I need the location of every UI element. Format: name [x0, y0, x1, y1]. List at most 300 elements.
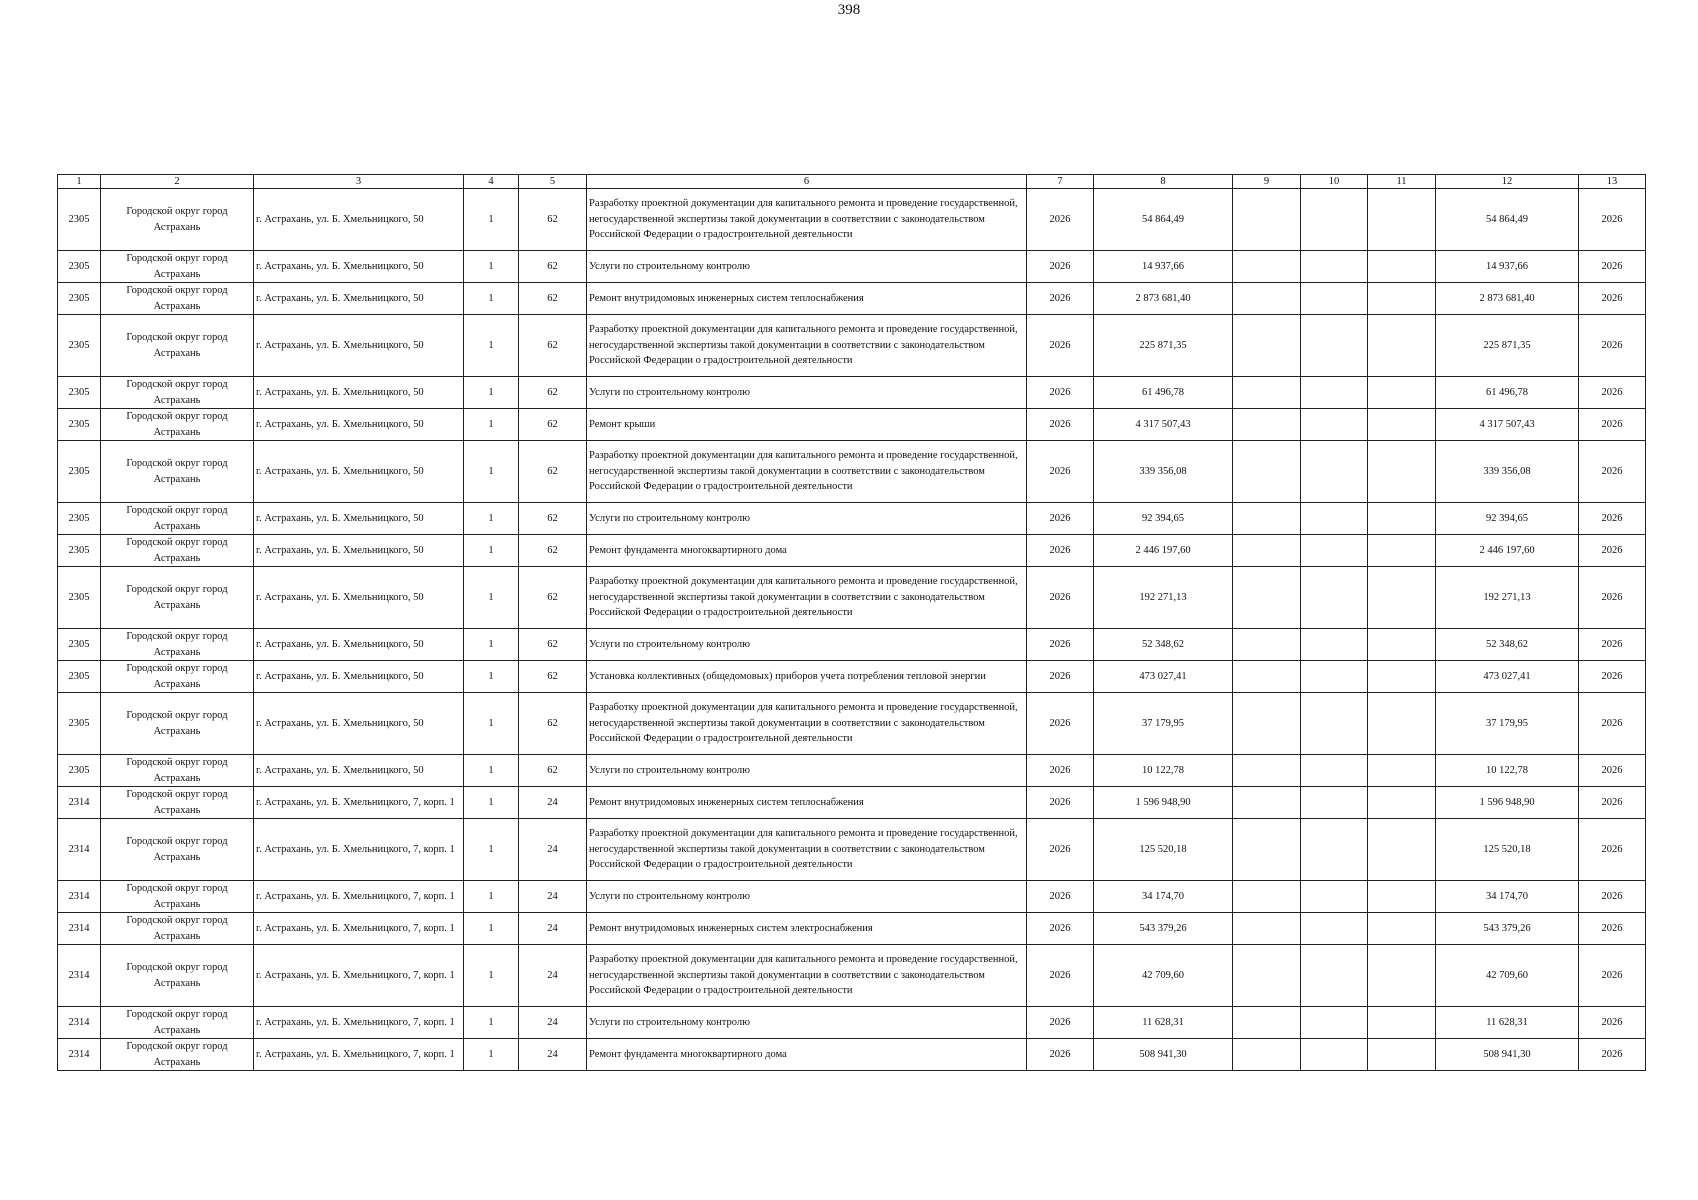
cell-col11: [1368, 881, 1436, 913]
cell-col4: 1: [464, 629, 519, 661]
cell-col4: 1: [464, 503, 519, 535]
table-row: [58, 1039, 1646, 1071]
table-row: [58, 945, 1646, 1007]
cell-total-cost: 473 027,41: [1094, 661, 1233, 693]
cell-col13-year: 2026: [1579, 441, 1646, 503]
column-header: 10: [1301, 175, 1368, 189]
cell-col12-cost: 473 027,41: [1436, 661, 1579, 693]
table-row: [58, 315, 1646, 377]
cell-col9: [1233, 755, 1301, 787]
page-number: 398: [837, 2, 861, 18]
cell-col11: [1368, 913, 1436, 945]
cell-object-id: 2305: [58, 661, 101, 693]
cell-total-cost: 1 596 948,90: [1094, 787, 1233, 819]
cell-col11: [1368, 1039, 1436, 1071]
cell-col12-cost: 225 871,35: [1436, 315, 1579, 377]
cell-col11: [1368, 283, 1436, 315]
cell-total-cost: 2 873 681,40: [1094, 283, 1233, 315]
cell-col11: [1368, 189, 1436, 251]
cell-col11: [1368, 377, 1436, 409]
cell-col4: 1: [464, 315, 519, 377]
cell-col13-year: 2026: [1579, 1039, 1646, 1071]
table-row: [58, 629, 1646, 661]
cell-col11: [1368, 787, 1436, 819]
cell-object-id: 2314: [58, 819, 101, 881]
cell-col4: 1: [464, 377, 519, 409]
capital-repair-table: [57, 174, 1646, 1071]
cell-total-cost: 10 122,78: [1094, 755, 1233, 787]
cell-col12-cost: 61 496,78: [1436, 377, 1579, 409]
table-row: [58, 251, 1646, 283]
cell-object-id: 2305: [58, 377, 101, 409]
cell-col9: [1233, 503, 1301, 535]
cell-municipality: Городской округ город Астрахань: [101, 913, 254, 945]
cell-address: г. Астрахань, ул. Б. Хмельницкого, 50: [254, 567, 464, 629]
cell-col5: 62: [519, 503, 587, 535]
cell-col5: 62: [519, 661, 587, 693]
cell-municipality: Городской округ город Астрахань: [101, 787, 254, 819]
cell-col9: [1233, 881, 1301, 913]
cell-total-cost: 225 871,35: [1094, 315, 1233, 377]
table-row: [58, 787, 1646, 819]
cell-address: г. Астрахань, ул. Б. Хмельницкого, 50: [254, 251, 464, 283]
cell-municipality: Городской округ город Астрахань: [101, 1039, 254, 1071]
cell-col9: [1233, 283, 1301, 315]
cell-col11: [1368, 1007, 1436, 1039]
cell-col10: [1301, 503, 1368, 535]
cell-col5: 62: [519, 629, 587, 661]
table-row: [58, 661, 1646, 693]
cell-col5: 24: [519, 819, 587, 881]
cell-address: г. Астрахань, ул. Б. Хмельницкого, 50: [254, 283, 464, 315]
cell-col10: [1301, 189, 1368, 251]
cell-address: г. Астрахань, ул. Б. Хмельницкого, 50: [254, 535, 464, 567]
cell-year: 2026: [1027, 503, 1094, 535]
cell-work-type: Услуги по строительному контролю: [587, 881, 1027, 913]
cell-col13-year: 2026: [1579, 693, 1646, 755]
cell-municipality: Городской округ город Астрахань: [101, 755, 254, 787]
cell-col10: [1301, 441, 1368, 503]
cell-col12-cost: 42 709,60: [1436, 945, 1579, 1007]
cell-object-id: 2305: [58, 503, 101, 535]
cell-col13-year: 2026: [1579, 629, 1646, 661]
cell-work-type: Услуги по строительному контролю: [587, 503, 1027, 535]
column-header: 4: [464, 175, 519, 189]
cell-col4: 1: [464, 1007, 519, 1039]
cell-col5: 62: [519, 535, 587, 567]
table-row: [58, 913, 1646, 945]
cell-work-type: Ремонт внутридомовых инженерных систем электроснабжения: [587, 913, 1027, 945]
cell-col9: [1233, 409, 1301, 441]
cell-col4: 1: [464, 913, 519, 945]
cell-object-id: 2305: [58, 693, 101, 755]
cell-work-type: Ремонт внутридомовых инженерных систем теплоснабжения: [587, 787, 1027, 819]
cell-municipality: Городской округ город Астрахань: [101, 693, 254, 755]
cell-total-cost: 54 864,49: [1094, 189, 1233, 251]
cell-col12-cost: 10 122,78: [1436, 755, 1579, 787]
cell-col13-year: 2026: [1579, 755, 1646, 787]
cell-col10: [1301, 629, 1368, 661]
cell-col13-year: 2026: [1579, 945, 1646, 1007]
cell-col12-cost: 2 446 197,60: [1436, 535, 1579, 567]
cell-col11: [1368, 693, 1436, 755]
cell-col12-cost: 14 937,66: [1436, 251, 1579, 283]
cell-col11: [1368, 503, 1436, 535]
cell-col5: 24: [519, 1039, 587, 1071]
cell-col10: [1301, 315, 1368, 377]
cell-total-cost: 339 356,08: [1094, 441, 1233, 503]
cell-col5: 62: [519, 315, 587, 377]
cell-col13-year: 2026: [1579, 251, 1646, 283]
cell-col12-cost: 4 317 507,43: [1436, 409, 1579, 441]
cell-col13-year: 2026: [1579, 661, 1646, 693]
cell-address: г. Астрахань, ул. Б. Хмельницкого, 50: [254, 377, 464, 409]
cell-col4: 1: [464, 693, 519, 755]
cell-year: 2026: [1027, 819, 1094, 881]
cell-work-type: Услуги по строительному контролю: [587, 1007, 1027, 1039]
cell-col9: [1233, 189, 1301, 251]
cell-col10: [1301, 251, 1368, 283]
cell-col11: [1368, 819, 1436, 881]
cell-object-id: 2314: [58, 787, 101, 819]
cell-col13-year: 2026: [1579, 819, 1646, 881]
cell-total-cost: 192 271,13: [1094, 567, 1233, 629]
cell-total-cost: 2 446 197,60: [1094, 535, 1233, 567]
cell-total-cost: 37 179,95: [1094, 693, 1233, 755]
cell-col10: [1301, 755, 1368, 787]
cell-col9: [1233, 945, 1301, 1007]
cell-col4: 1: [464, 661, 519, 693]
cell-work-type: Разработку проектной документации для капитального ремонта и проведение государственной, негосударственной экспертизы такой документации в соответствии с законодательством Российской Федерации о градостроительной деятельности: [587, 189, 1027, 251]
cell-col11: [1368, 945, 1436, 1007]
cell-year: 2026: [1027, 567, 1094, 629]
cell-col4: 1: [464, 945, 519, 1007]
cell-col11: [1368, 441, 1436, 503]
cell-object-id: 2314: [58, 913, 101, 945]
cell-col10: [1301, 913, 1368, 945]
cell-col11: [1368, 629, 1436, 661]
cell-total-cost: 543 379,26: [1094, 913, 1233, 945]
cell-col9: [1233, 629, 1301, 661]
cell-col10: [1301, 661, 1368, 693]
cell-col12-cost: 34 174,70: [1436, 881, 1579, 913]
cell-municipality: Городской округ город Астрахань: [101, 409, 254, 441]
cell-municipality: Городской округ город Астрахань: [101, 189, 254, 251]
cell-year: 2026: [1027, 787, 1094, 819]
cell-address: г. Астрахань, ул. Б. Хмельницкого, 50: [254, 503, 464, 535]
cell-col4: 1: [464, 819, 519, 881]
cell-address: г. Астрахань, ул. Б. Хмельницкого, 50: [254, 755, 464, 787]
cell-total-cost: 61 496,78: [1094, 377, 1233, 409]
cell-municipality: Городской округ город Астрахань: [101, 503, 254, 535]
table-row: [58, 1007, 1646, 1039]
cell-object-id: 2305: [58, 409, 101, 441]
cell-year: 2026: [1027, 661, 1094, 693]
cell-municipality: Городской округ город Астрахань: [101, 567, 254, 629]
cell-col12-cost: 54 864,49: [1436, 189, 1579, 251]
cell-col5: 24: [519, 787, 587, 819]
cell-col4: 1: [464, 441, 519, 503]
cell-col5: 24: [519, 1007, 587, 1039]
cell-col11: [1368, 755, 1436, 787]
cell-total-cost: 4 317 507,43: [1094, 409, 1233, 441]
cell-total-cost: 125 520,18: [1094, 819, 1233, 881]
column-header: 12: [1436, 175, 1579, 189]
cell-total-cost: 34 174,70: [1094, 881, 1233, 913]
cell-address: г. Астрахань, ул. Б. Хмельницкого, 7, корп. 1: [254, 787, 464, 819]
cell-col5: 24: [519, 881, 587, 913]
table-row: [58, 189, 1646, 251]
cell-year: 2026: [1027, 693, 1094, 755]
cell-municipality: Городской округ город Астрахань: [101, 629, 254, 661]
table-row: [58, 881, 1646, 913]
cell-col12-cost: 1 596 948,90: [1436, 787, 1579, 819]
cell-object-id: 2305: [58, 629, 101, 661]
cell-address: г. Астрахань, ул. Б. Хмельницкого, 7, корп. 1: [254, 819, 464, 881]
cell-col13-year: 2026: [1579, 503, 1646, 535]
cell-address: г. Астрахань, ул. Б. Хмельницкого, 50: [254, 629, 464, 661]
cell-col9: [1233, 661, 1301, 693]
cell-municipality: Городской округ город Астрахань: [101, 819, 254, 881]
cell-work-type: Ремонт фундамента многоквартирного дома: [587, 535, 1027, 567]
cell-col11: [1368, 567, 1436, 629]
cell-address: г. Астрахань, ул. Б. Хмельницкого, 7, корп. 1: [254, 945, 464, 1007]
cell-object-id: 2314: [58, 881, 101, 913]
cell-col5: 24: [519, 913, 587, 945]
cell-year: 2026: [1027, 441, 1094, 503]
cell-total-cost: 92 394,65: [1094, 503, 1233, 535]
cell-col11: [1368, 661, 1436, 693]
cell-col13-year: 2026: [1579, 1007, 1646, 1039]
cell-col4: 1: [464, 189, 519, 251]
cell-col5: 62: [519, 755, 587, 787]
cell-col13-year: 2026: [1579, 913, 1646, 945]
cell-year: 2026: [1027, 409, 1094, 441]
cell-total-cost: 11 628,31: [1094, 1007, 1233, 1039]
cell-col12-cost: 339 356,08: [1436, 441, 1579, 503]
cell-year: 2026: [1027, 315, 1094, 377]
cell-municipality: Городской округ город Астрахань: [101, 315, 254, 377]
cell-col5: 62: [519, 377, 587, 409]
cell-col12-cost: 543 379,26: [1436, 913, 1579, 945]
cell-col9: [1233, 693, 1301, 755]
cell-col13-year: 2026: [1579, 535, 1646, 567]
cell-col12-cost: 11 628,31: [1436, 1007, 1579, 1039]
cell-work-type: Разработку проектной документации для капитального ремонта и проведение государственной, негосударственной экспертизы такой документации в соответствии с законодательством Российской Федерации о градостроительной деятельности: [587, 945, 1027, 1007]
cell-work-type: Ремонт фундамента многоквартирного дома: [587, 1039, 1027, 1071]
cell-col13-year: 2026: [1579, 881, 1646, 913]
column-header: 5: [519, 175, 587, 189]
cell-address: г. Астрахань, ул. Б. Хмельницкого, 50: [254, 661, 464, 693]
cell-col10: [1301, 567, 1368, 629]
cell-col13-year: 2026: [1579, 377, 1646, 409]
cell-address: г. Астрахань, ул. Б. Хмельницкого, 50: [254, 441, 464, 503]
cell-year: 2026: [1027, 283, 1094, 315]
cell-col10: [1301, 881, 1368, 913]
cell-object-id: 2305: [58, 441, 101, 503]
cell-year: 2026: [1027, 881, 1094, 913]
column-header: 11: [1368, 175, 1436, 189]
cell-col4: 1: [464, 251, 519, 283]
cell-work-type: Ремонт внутридомовых инженерных систем теплоснабжения: [587, 283, 1027, 315]
cell-col12-cost: 192 271,13: [1436, 567, 1579, 629]
cell-work-type: Услуги по строительному контролю: [587, 377, 1027, 409]
cell-municipality: Городской округ город Астрахань: [101, 881, 254, 913]
cell-col10: [1301, 1007, 1368, 1039]
cell-total-cost: 14 937,66: [1094, 251, 1233, 283]
table-row: [58, 755, 1646, 787]
cell-year: 2026: [1027, 535, 1094, 567]
cell-col10: [1301, 819, 1368, 881]
cell-col5: 62: [519, 441, 587, 503]
cell-year: 2026: [1027, 1007, 1094, 1039]
cell-municipality: Городской округ город Астрахань: [101, 251, 254, 283]
cell-col12-cost: 125 520,18: [1436, 819, 1579, 881]
table-row: [58, 441, 1646, 503]
column-number-header: [58, 175, 1646, 189]
cell-col4: 1: [464, 1039, 519, 1071]
cell-address: г. Астрахань, ул. Б. Хмельницкого, 7, корп. 1: [254, 1007, 464, 1039]
cell-total-cost: 508 941,30: [1094, 1039, 1233, 1071]
cell-address: г. Астрахань, ул. Б. Хмельницкого, 7, корп. 1: [254, 881, 464, 913]
cell-col11: [1368, 535, 1436, 567]
cell-col10: [1301, 1039, 1368, 1071]
cell-municipality: Городской округ город Астрахань: [101, 945, 254, 1007]
cell-col11: [1368, 409, 1436, 441]
cell-address: г. Астрахань, ул. Б. Хмельницкого, 50: [254, 693, 464, 755]
cell-col4: 1: [464, 409, 519, 441]
cell-col9: [1233, 913, 1301, 945]
cell-col12-cost: 92 394,65: [1436, 503, 1579, 535]
cell-object-id: 2305: [58, 189, 101, 251]
cell-work-type: Установка коллективных (общедомовых) приборов учета потребления тепловой энергии: [587, 661, 1027, 693]
cell-col13-year: 2026: [1579, 189, 1646, 251]
cell-col4: 1: [464, 567, 519, 629]
cell-col10: [1301, 535, 1368, 567]
cell-col12-cost: 52 348,62: [1436, 629, 1579, 661]
cell-address: г. Астрахань, ул. Б. Хмельницкого, 50: [254, 315, 464, 377]
table-body: [58, 189, 1646, 1071]
cell-col5: 62: [519, 283, 587, 315]
cell-work-type: Разработку проектной документации для капитального ремонта и проведение государственной, негосударственной экспертизы такой документации в соответствии с законодательством Российской Федерации о градостроительной деятельности: [587, 441, 1027, 503]
cell-object-id: 2314: [58, 1007, 101, 1039]
cell-object-id: 2305: [58, 315, 101, 377]
cell-col10: [1301, 377, 1368, 409]
cell-year: 2026: [1027, 251, 1094, 283]
cell-col12-cost: 508 941,30: [1436, 1039, 1579, 1071]
cell-col9: [1233, 567, 1301, 629]
cell-col9: [1233, 535, 1301, 567]
cell-col13-year: 2026: [1579, 283, 1646, 315]
column-header: 9: [1233, 175, 1301, 189]
cell-year: 2026: [1027, 913, 1094, 945]
column-header: 2: [101, 175, 254, 189]
cell-col9: [1233, 1007, 1301, 1039]
column-header: 7: [1027, 175, 1094, 189]
cell-col4: 1: [464, 283, 519, 315]
cell-object-id: 2305: [58, 755, 101, 787]
cell-year: 2026: [1027, 945, 1094, 1007]
cell-col5: 62: [519, 251, 587, 283]
table-row: [58, 693, 1646, 755]
table-row: [58, 283, 1646, 315]
column-header: 8: [1094, 175, 1233, 189]
cell-year: 2026: [1027, 755, 1094, 787]
cell-col9: [1233, 377, 1301, 409]
cell-col4: 1: [464, 755, 519, 787]
cell-col5: 62: [519, 693, 587, 755]
cell-object-id: 2305: [58, 535, 101, 567]
cell-work-type: Разработку проектной документации для капитального ремонта и проведение государственной, негосударственной экспертизы такой документации в соответствии с законодательством Российской Федерации о градостроительной деятельности: [587, 693, 1027, 755]
cell-col4: 1: [464, 535, 519, 567]
cell-address: г. Астрахань, ул. Б. Хмельницкого, 50: [254, 189, 464, 251]
column-header: 13: [1579, 175, 1646, 189]
cell-col13-year: 2026: [1579, 315, 1646, 377]
cell-col5: 24: [519, 945, 587, 1007]
cell-col9: [1233, 441, 1301, 503]
cell-object-id: 2305: [58, 567, 101, 629]
cell-address: г. Астрахань, ул. Б. Хмельницкого, 50: [254, 409, 464, 441]
cell-total-cost: 52 348,62: [1094, 629, 1233, 661]
cell-col5: 62: [519, 409, 587, 441]
cell-address: г. Астрахань, ул. Б. Хмельницкого, 7, корп. 1: [254, 913, 464, 945]
cell-col9: [1233, 251, 1301, 283]
cell-col9: [1233, 315, 1301, 377]
column-header: 6: [587, 175, 1027, 189]
cell-work-type: Услуги по строительному контролю: [587, 251, 1027, 283]
cell-col13-year: 2026: [1579, 787, 1646, 819]
cell-col10: [1301, 787, 1368, 819]
cell-col11: [1368, 315, 1436, 377]
cell-year: 2026: [1027, 377, 1094, 409]
cell-work-type: Разработку проектной документации для капитального ремонта и проведение государственной, негосударственной экспертизы такой документации в соответствии с законодательством Российской Федерации о градостроительной деятельности: [587, 315, 1027, 377]
column-header: 3: [254, 175, 464, 189]
table-row: [58, 567, 1646, 629]
table-row: [58, 409, 1646, 441]
table-row: [58, 377, 1646, 409]
cell-col12-cost: 2 873 681,40: [1436, 283, 1579, 315]
cell-year: 2026: [1027, 1039, 1094, 1071]
column-header: 1: [58, 175, 101, 189]
cell-col4: 1: [464, 881, 519, 913]
cell-municipality: Городской округ город Астрахань: [101, 283, 254, 315]
cell-col11: [1368, 251, 1436, 283]
cell-object-id: 2314: [58, 945, 101, 1007]
cell-work-type: Разработку проектной документации для капитального ремонта и проведение государственной, негосударственной экспертизы такой документации в соответствии с законодательством Российской Федерации о градостроительной деятельности: [587, 819, 1027, 881]
cell-col10: [1301, 693, 1368, 755]
cell-work-type: Услуги по строительному контролю: [587, 629, 1027, 661]
cell-col9: [1233, 819, 1301, 881]
cell-municipality: Городской округ город Астрахань: [101, 661, 254, 693]
cell-object-id: 2314: [58, 1039, 101, 1071]
cell-municipality: Городской округ город Астрахань: [101, 535, 254, 567]
cell-municipality: Городской округ город Астрахань: [101, 377, 254, 409]
cell-year: 2026: [1027, 629, 1094, 661]
cell-col13-year: 2026: [1579, 409, 1646, 441]
cell-col10: [1301, 409, 1368, 441]
cell-col10: [1301, 945, 1368, 1007]
cell-year: 2026: [1027, 189, 1094, 251]
cell-object-id: 2305: [58, 251, 101, 283]
cell-col4: 1: [464, 787, 519, 819]
cell-col10: [1301, 283, 1368, 315]
cell-work-type: Услуги по строительному контролю: [587, 755, 1027, 787]
cell-work-type: Разработку проектной документации для капитального ремонта и проведение государственной, негосударственной экспертизы такой документации в соответствии с законодательством Российской Федерации о градостроительной деятельности: [587, 567, 1027, 629]
cell-address: г. Астрахань, ул. Б. Хмельницкого, 7, корп. 1: [254, 1039, 464, 1071]
cell-col12-cost: 37 179,95: [1436, 693, 1579, 755]
cell-work-type: Ремонт крыши: [587, 409, 1027, 441]
cell-municipality: Городской округ город Астрахань: [101, 441, 254, 503]
